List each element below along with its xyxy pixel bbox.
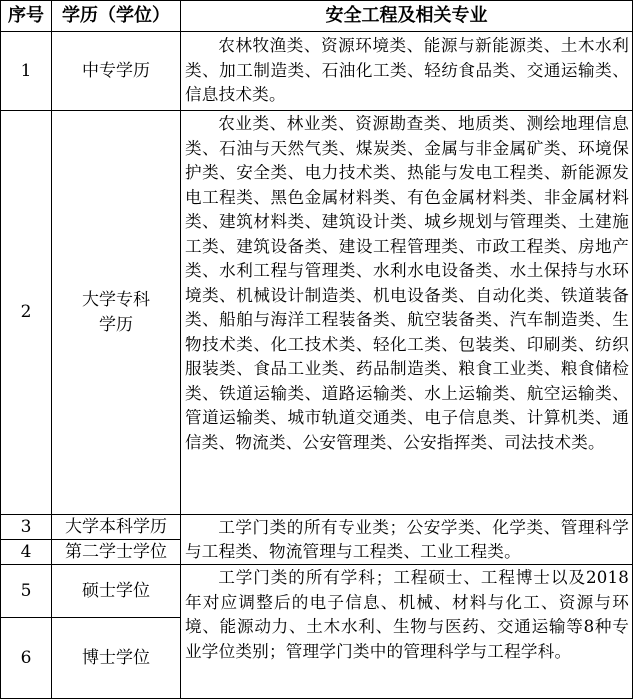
row2-no: 2 (20, 302, 32, 323)
row3-degree: 大学本科学历 (65, 516, 167, 537)
row2-degree-line2: 学历 (99, 314, 133, 335)
row5-no: 5 (20, 580, 32, 601)
row2-majors: 农业类、林业类、资源勘查类、地质类、测绘地理信息类、石油与天然气类、煤炭类、金属与非金属矿类、环境保护类、安全类、电力技术类、热能与发电工程类、新能源发电工程类、黑色金属材料类、有色金属材料类、非金属材料类、建筑材料类、建筑设计类、城乡规划与管理类、土建施工类、建筑设备类、建设工程管理类、市政工程类、房地产类、水利工程与管理类、水利水电设备类、水土保持与水环境类、机械设计制造类、机电设备类、自动化类、铁道装备类、船舶与海洋工程装备类、航空装备类、汽车制造类、生物技术类、化工技术类、轻化工类、包装类、印刷类、纺织服装类、食品工业类、药品制造类、粮食工业类、粮食储检类、铁道运输类、道路运输类、水上运输类、航空运输类、管道运输类、城市轨道交通类、电子信息类、计算机类、通信类、物流类、公安管理类、公安指挥类、司法技术类。 (185, 114, 629, 452)
header-major: 安全工程及相关专业 (325, 4, 488, 26)
row1-degree: 中专学历 (82, 60, 150, 81)
row4-no: 4 (20, 541, 32, 562)
row3-no: 3 (20, 516, 32, 537)
rows3-4-majors: 工学门类的所有专业类；公安学类、化学类、管理科学与工程类、物流管理与工程类、工业工程类。 (185, 518, 629, 561)
row6-no: 6 (20, 647, 32, 668)
header-degree: 学历（学位） (62, 4, 170, 26)
row5-degree: 硕士学位 (82, 580, 150, 601)
header-no: 序号 (8, 4, 44, 26)
row6-degree: 博士学位 (82, 647, 150, 668)
rows5-6-majors: 工学门类的所有学科；工程硕士、工程博士以及2018年对应调整后的电子信息、机械、材料与化工、资源与环境、能源动力、土木水利、生物与医药、交通运输等8种专业学位类别；管理学门类中的管理科学与工程学科。 (185, 568, 629, 661)
row2-degree-line1: 大学专科 (82, 290, 150, 310)
row2-degree (52, 111, 180, 514)
row4-degree: 第二学士学位 (65, 541, 167, 562)
row1-no: 1 (20, 60, 32, 81)
row1-majors: 农林牧渔类、资源环境类、能源与新能源类、土木水利类、加工制造类、石油化工类、轻纺食品类、交通运输类、信息技术类。 (185, 36, 629, 104)
